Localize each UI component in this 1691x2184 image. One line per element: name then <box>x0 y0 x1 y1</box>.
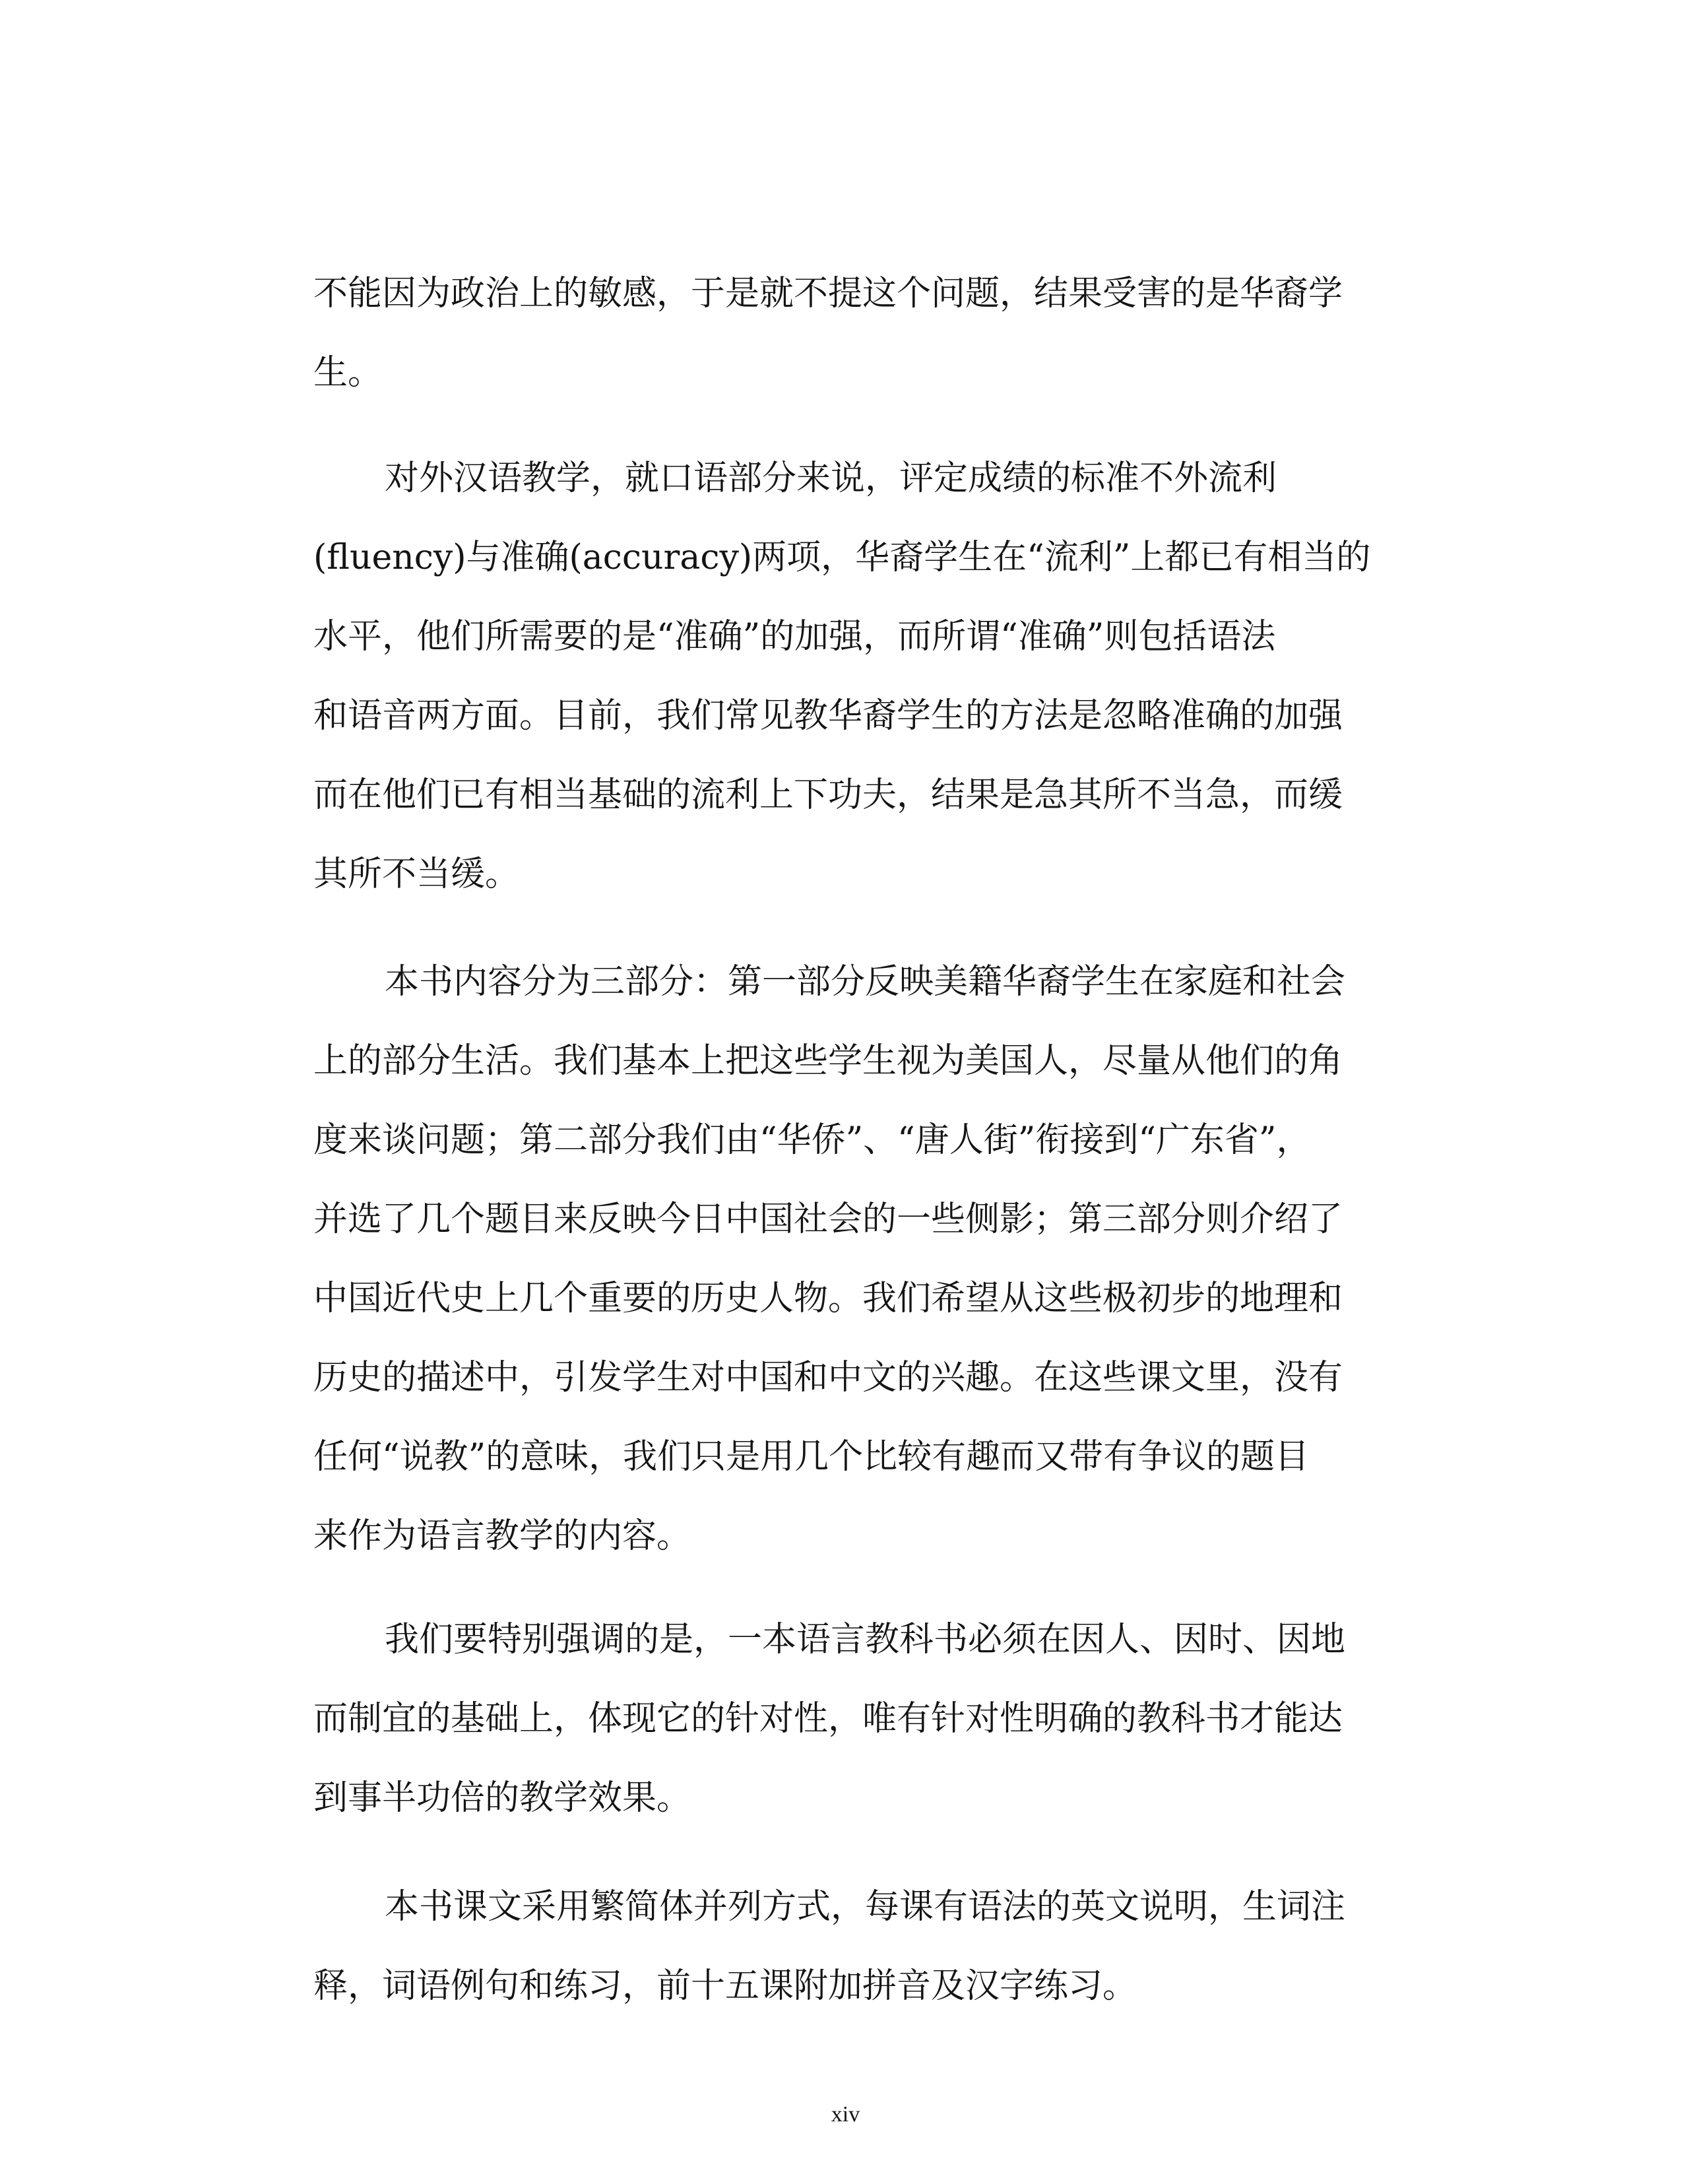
paragraph-3-line-6: 历史的描述中，引发学生对中国和中文的兴趣。在这些课文里，没有 <box>313 1358 1343 1397</box>
paragraph-2-line-4: 和语音两方面。目前，我们常见教华裔学生的方法是忽略准确的加强 <box>313 696 1343 736</box>
paragraph-1-line-2: 生。 <box>313 353 383 393</box>
paragraph-3-line-1: 本书内容分为三部分：第一部分反映美籍华裔学生在家庭和社会 <box>385 962 1346 1002</box>
paragraph-3-line-8: 来作为语言教学的内容。 <box>313 1516 691 1556</box>
paragraph-3-line-3: 度来谈问题；第二部分我们由“华侨”、“唐人街”衔接到“广东省”， <box>313 1120 1311 1160</box>
paragraph-2-line-5: 而在他们已有相当基础的流利上下功夫，结果是急其所不当急，而缓 <box>313 775 1343 815</box>
paragraph-2-line-6: 其所不当缓。 <box>313 854 520 894</box>
paragraph-4-line-2: 而制宜的基础上，体现它的针对性，唯有针对性明确的教科书才能达 <box>313 1699 1343 1739</box>
page-number: xiv <box>831 2102 860 2127</box>
paragraph-4-line-1: 我们要特别强调的是，一本语言教科书必须在因人、因时、因地 <box>385 1620 1346 1659</box>
paragraph-2-line-2: (fluency)与准确(accuracy)两项，华裔学生在“流利”上都已有相当的 <box>313 538 1371 577</box>
paragraph-2-line-3: 水平，他们所需要的是“准确”的加强，而所谓“准确”则包括语法 <box>313 617 1276 657</box>
paragraph-5-line-1: 本书课文采用繁简体并列方式，每课有语法的英文说明，生词注 <box>385 1887 1346 1927</box>
paragraph-3-line-7: 任何“说教”的意味，我们只是用几个比较有趣而又带有争议的题目 <box>313 1437 1310 1477</box>
paragraph-2-line-1: 对外汉语教学，就口语部分来说，评定成绩的标准不外流利 <box>385 459 1277 498</box>
paragraph-3-line-2: 上的部分生活。我们基本上把这些学生视为美国人，尽量从他们的角 <box>313 1041 1343 1081</box>
paragraph-5-line-2: 释，词语例句和练习，前十五课附加拼音及汉字练习。 <box>313 1966 1137 2006</box>
paragraph-4-line-3: 到事半功倍的教学效果。 <box>313 1778 691 1818</box>
paragraph-3-line-4: 并选了几个题目来反映今日中国社会的一些侧影；第三部分则介绍了 <box>313 1200 1343 1239</box>
paragraph-3-line-5: 中国近代史上几个重要的历史人物。我们希望从这些极初步的地理和 <box>313 1279 1343 1318</box>
paragraph-1-line-1: 不能因为政治上的敏感，于是就不提这个问题，结果受害的是华裔学 <box>313 274 1343 313</box>
